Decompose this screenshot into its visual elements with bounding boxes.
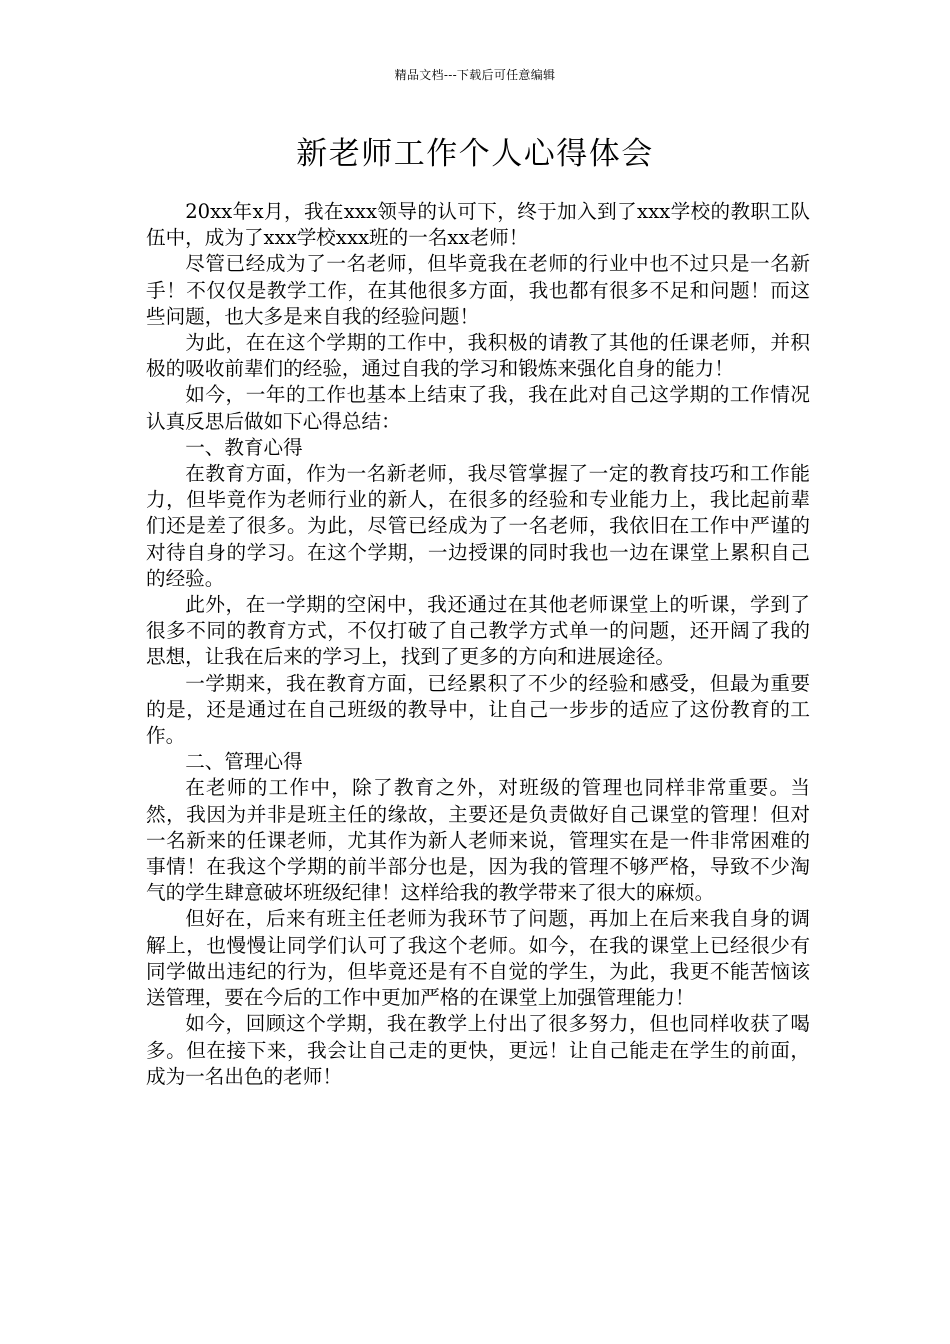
paragraph-education-1: 在教育方面，作为一名新老师，我尽管掌握了一定的教育技巧和工作能力，但毕竟作为老师行业的新人，在很多的经验和专业能力上，我比起前辈们还是差了很多。为此，尽管已经成为了一名老师，我依旧在工作中严谨的对待自身的学习。在这个学期，一边授课的同时我也一边在课堂上累积自己的经验。 [146, 462, 810, 590]
document-title: 新老师工作个人心得体会 [296, 136, 654, 172]
paragraph-education-3: 一学期来，我在教育方面，已经累积了不少的经验和感受，但最为重要的是，还是通过在自己班级的教导中，让自己一步步的适应了这份教育的工作。 [146, 671, 810, 748]
paragraph-management-2: 但好在，后来有班主任老师为我环节了问题，再加上在后来我自身的调解上，也慢慢让同学们认可了我这个老师。如今，在我的课堂上已经很少有同学做出违纪的行为，但毕竟还是有不自觉的学生，为此，我更不能苦恼该送管理，要在今后的工作中更加严格的在课堂上加强管理能力！ [146, 907, 810, 1010]
paragraph-learning: 为此，在在这个学期的工作中，我积极的请教了其他的任课老师，并积极的吸收前辈们的经验，通过自我的学习和锻炼来强化自身的能力！ [146, 331, 810, 381]
section-heading-education: 一、教育心得 [185, 435, 303, 459]
paragraph-management-1: 在老师的工作中，除了教育之外，对班级的管理也同样非常重要。当然，我因为并非是班主任的缘故，主要还是负责做好自己课堂的管理！但对一名新来的任课老师，尤其作为新人老师来说，管理实在是一件非常困难的事情！在我这个学期的前半部分也是，因为我的管理不够严格，导致不少淘气的学生肆意破坏班级纪律！这样给我的教学带来了很大的麻烦。 [146, 776, 810, 905]
document-body [146, 199, 810, 1090]
paragraph-summary-lead: 如今，一年的工作也基本上结束了我，我在此对自己这学期的工作情况认真反思后做如下心得总结： [146, 383, 810, 433]
section-heading-management: 二、管理心得 [185, 750, 303, 774]
paragraph-newcomer: 尽管已经成为了一名老师，但毕竟我在老师的行业中也不过只是一名新手！不仅仅是教学工作，在其他很多方面，我也都有很多不足和问题！而这些问题，也大多是来自我的经验问题！ [146, 252, 810, 328]
paragraph-intro: 20xx年x月，我在xxx领导的认可下，终于加入到了xxx学校的教职工队伍中，成为了xxx学校xxx班的一名xx老师！ [146, 200, 810, 250]
paragraph-education-2: 此外，在一学期的空闲中，我还通过在其他老师课堂上的听课，学到了很多不同的教育方式，不仅打破了自己教学方式单一的问题，还开阔了我的思想，让我在后来的学习上，找到了更多的方向和进展途径。 [146, 593, 810, 669]
paragraph-conclusion: 如今，回顾这个学期，我在教学上付出了很多努力，但也同样收获了喝多。但在接下来，我会让自己走的更快，更远！让自己能走在学生的前面，成为一名出色的老师！ [146, 1012, 810, 1088]
page-header-note: 精品文档---下载后可任意编辑 [394, 68, 556, 82]
